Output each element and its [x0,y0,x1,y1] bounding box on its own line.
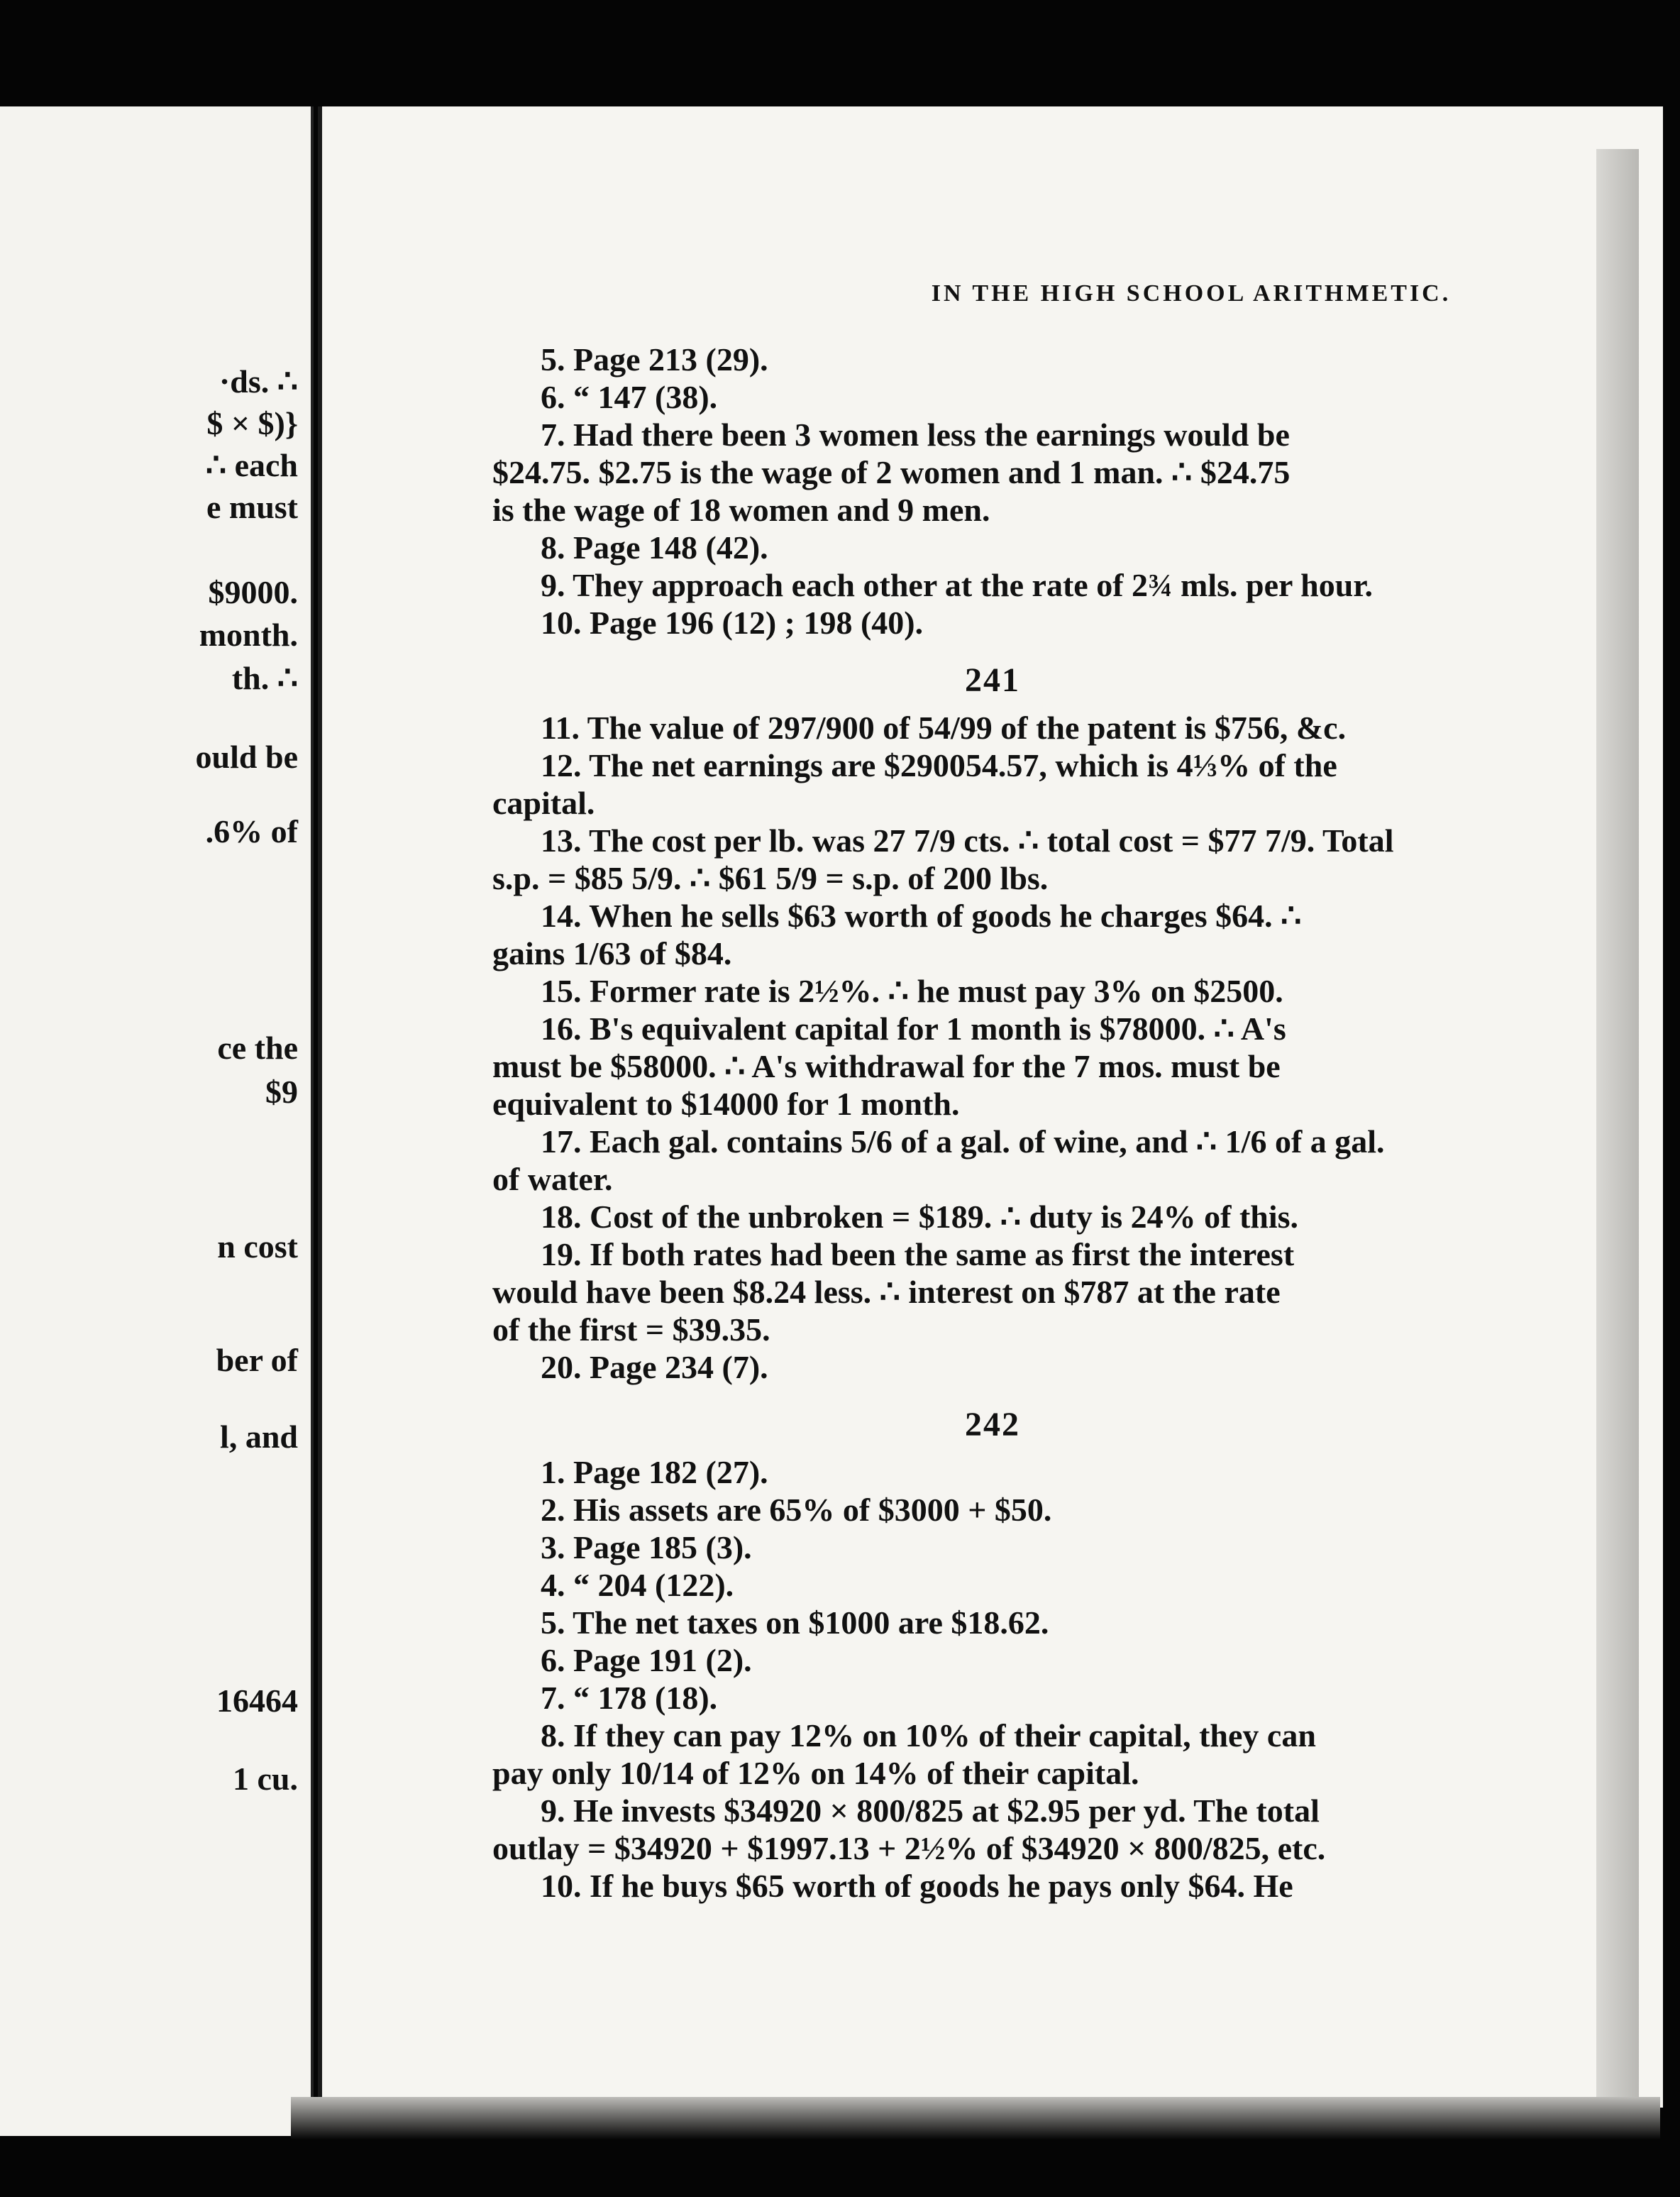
left-fragment: ·ds. ∴ [219,363,298,400]
answer-line: 7. Had there been 3 women less the earnings would be [541,417,1290,453]
left-page [0,106,314,2136]
answer-line: s.p. = $85 5/9. ∴ $61 5/9 = s.p. of 200 lbs. [492,860,1049,896]
answer-line: 3. Page 185 (3). [541,1529,752,1565]
answer-line: 9. They approach each other at the rate of 2¾ mls. per hour. [541,567,1373,603]
answer-line: 5. Page 213 (29). [541,341,768,378]
answer-line: equivalent to $14000 for 1 month. [492,1086,960,1122]
answer-line: would have been $8.24 less. ∴ interest on $787 at the rate [492,1274,1281,1310]
answer-line: gains 1/63 of $84. [492,935,732,971]
left-fragment: .6% of [205,813,298,849]
answer-line: 18. Cost of the unbroken = $189. ∴ duty is 24% of this. [541,1199,1299,1235]
answer-line: 8. If they can pay 12% on 10% of their capital, they can [541,1717,1316,1753]
answer-line: 6. Page 191 (2). [541,1642,752,1678]
page-body [492,341,1493,1905]
left-fragment: 16464 [216,1683,298,1719]
answer-line: 14. When he sells $63 worth of goods he charges $64. ∴ [541,898,1302,934]
answer-line: 2. His assets are 65% of $3000 + $50. [541,1492,1052,1528]
answer-line: 5. The net taxes on $1000 are $18.62. [541,1604,1049,1641]
answer-line: must be $58000. ∴ A's withdrawal for the 7 mos. must be [492,1048,1281,1084]
answer-line: 9. He invests $34920 × 800/825 at $2.95 per yd. The total [541,1793,1320,1829]
section-heading: 242 [965,1406,1020,1443]
left-fragment: e must [206,489,298,525]
answer-line: 15. Former rate is 2½%. ∴ he must pay 3% on $2500. [541,973,1283,1009]
right-page [318,106,1663,2108]
answer-line: 4. “ 204 (122). [541,1567,734,1603]
left-fragment: n cost [217,1228,298,1265]
answer-line: 1. Page 182 (27). [541,1454,768,1490]
answer-line: 8. Page 148 (42). [541,529,768,566]
answer-line: 13. The cost per lb. was 27 7/9 cts. ∴ total cost = $77 7/9. Total [541,822,1394,859]
page-edge [1596,149,1639,2122]
answer-line: outlay = $34920 + $1997.13 + 2½% of $34920 × 800/825, etc. [492,1830,1326,1866]
answer-line: 10. Page 196 (12) ; 198 (40). [541,605,924,641]
left-fragment: $9 [265,1074,298,1110]
answer-line: capital. [492,785,595,821]
answer-line: pay only 10/14 of 12% on 14% of their capital. [492,1755,1139,1791]
answer-line: of the first = $39.35. [492,1311,770,1348]
left-fragment: th. ∴ [231,660,298,696]
running-head: IN THE HIGH SCHOOL ARITHMETIC. [931,280,1452,307]
answer-line: of water. [492,1161,613,1197]
answer-line: is the wage of 18 women and 9 men. [492,492,990,528]
left-fragment: ∴ each [205,447,298,483]
answer-line: 17. Each gal. contains 5/6 of a gal. of wine, and ∴ 1/6 of a gal. [541,1123,1385,1160]
left-fragment: l, and [220,1419,298,1455]
answer-line: 10. If he buys $65 worth of goods he pays only $64. He [541,1868,1293,1904]
left-fragment: 1 cu. [233,1761,298,1797]
answer-line: 11. The value of 297/900 of 54/99 of the patent is $756, &c. [541,710,1347,746]
left-fragment: ce the [217,1030,298,1066]
answer-line: $24.75. $2.75 is the wage of 2 women and 1 man. ∴ $24.75 [492,454,1291,490]
answer-line: 12. The net earnings are $290054.57, which is 4⅓% of the [541,747,1337,783]
left-fragment: month. [199,617,298,653]
answer-line: 7. “ 178 (18). [541,1680,718,1716]
answer-line: 6. “ 147 (38). [541,379,718,415]
left-fragment: ould be [195,739,298,775]
left-fragment: $ × $)} [206,405,298,441]
answer-line: 16. B's equivalent capital for 1 month is $78000. ∴ A's [541,1011,1286,1047]
left-fragment: $9000. [208,574,298,610]
section-heading: 241 [965,661,1020,699]
left-fragment: ber of [216,1342,298,1378]
answer-line: 19. If both rates had been the same as first the interest [541,1236,1295,1272]
page-shadow [291,2097,1660,2140]
answer-line: 20. Page 234 (7). [541,1349,768,1385]
